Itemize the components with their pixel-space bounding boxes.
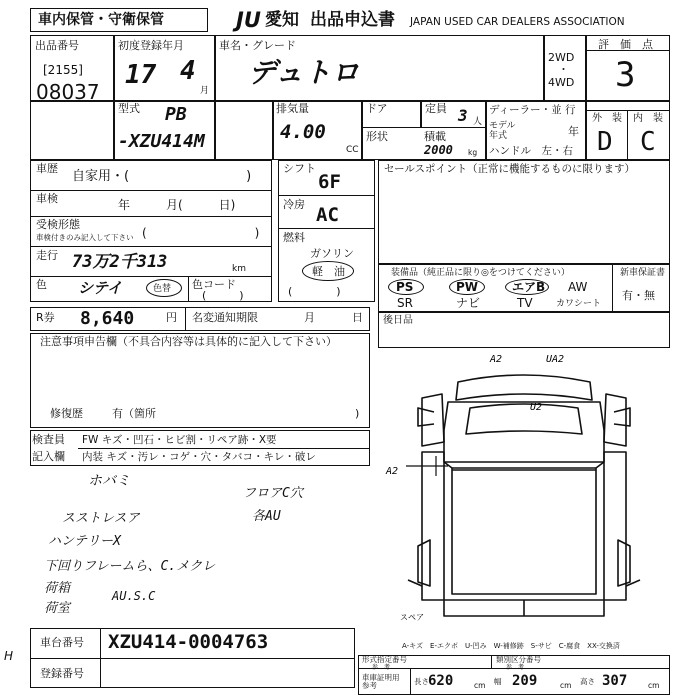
equip-aw: AW: [568, 280, 588, 294]
hand-note-8: AU.S.C: [112, 589, 156, 603]
equip-pw: PW: [456, 280, 479, 294]
equipment-title: 装備品（純正品に限り◎をつけてください）: [391, 268, 570, 278]
diagram-wheel-fr: [604, 394, 626, 446]
year-unit: 年: [568, 125, 579, 138]
width-unit: cm: [560, 681, 572, 690]
hand-note-7: 荷箱: [44, 581, 71, 596]
mark-u2-cab: U2: [530, 402, 543, 413]
diagram-cab: [444, 402, 604, 462]
year-type-label: 年式: [489, 131, 508, 141]
shift: 6F: [318, 171, 341, 193]
equip-airbag: エアB: [512, 280, 546, 294]
yen-unit: 円: [166, 311, 177, 324]
cc-unit: CC: [346, 145, 359, 155]
side-mark: H: [4, 649, 14, 663]
color-change: 色替: [153, 284, 172, 294]
model-prefix: PB: [165, 104, 187, 125]
after-item-box: [378, 312, 670, 348]
recycle-label: R券: [36, 311, 55, 324]
mark-ua2-front: UA2: [546, 354, 565, 365]
notice-deadline-label: 名変通知期限: [192, 311, 258, 324]
grade-label: 評 価 点: [598, 38, 653, 51]
hand-note-1: ホバミ: [88, 473, 130, 489]
lot-number-sub: [2155]: [43, 63, 83, 77]
handle-side: ハンドル 左・右: [489, 145, 573, 157]
length-value: 620: [428, 673, 454, 689]
inspector-label-2: 記入欄: [32, 450, 65, 463]
shape-label: 形状: [366, 130, 388, 143]
drive-separator: ・: [558, 63, 569, 76]
exterior-label: 外 装: [592, 113, 622, 124]
fuel-diesel: 軽 油: [312, 265, 345, 278]
kg-unit: kg: [468, 148, 478, 157]
inspector-line-1: FW キズ・凹石・ヒビ割・リペア跡・X要: [82, 434, 277, 446]
interior-label: 内 装: [633, 113, 663, 124]
drive-2wd: 2WD: [548, 51, 575, 64]
lot-number-label: 出品番号: [35, 39, 79, 52]
length-unit: cm: [474, 681, 486, 690]
height-value: 307: [602, 673, 628, 689]
color-code-label: 色コード: [192, 278, 236, 291]
hand-note-6: 下回りフレームら、C.メクレ: [44, 559, 216, 574]
after-item-label: 後日品: [383, 315, 413, 326]
inspection-form-label: 受検形態: [36, 218, 80, 231]
diagram-windshield: [466, 404, 582, 434]
color-code-paren: ( ): [202, 289, 244, 302]
spec-number-label: 形式指定番号: [362, 655, 407, 664]
class-reference-label: 参 考: [506, 664, 525, 671]
car-condition-diagram: [378, 350, 670, 650]
ac-label: 冷房: [283, 198, 305, 211]
sales-point-label: セールスポイント（正常に機能するものに限ります）: [384, 163, 636, 175]
height-label: 高さ: [580, 677, 595, 686]
mark-a2-front: A2: [490, 354, 503, 365]
equip-tv: TV: [517, 296, 533, 310]
registration-month: 4: [180, 56, 196, 86]
hand-note-2: フロアC穴: [243, 486, 303, 501]
org-name: 愛知: [265, 10, 299, 30]
capacity: 3: [458, 106, 468, 125]
history-value: 自家用・( ): [72, 169, 252, 184]
hand-note-9: 荷室: [44, 601, 71, 616]
class-number-label: 類別区分番号: [496, 655, 541, 664]
equip-sr: SR: [397, 296, 413, 310]
exterior-grade: D: [597, 127, 613, 157]
warranty-value: 有・無: [622, 289, 655, 302]
load-value: 2000: [424, 143, 453, 157]
diagram-front: [456, 375, 592, 400]
equip-ps: PS: [396, 280, 414, 294]
displacement-label: 排気量: [276, 102, 309, 115]
load-label: 積載: [424, 130, 446, 143]
width-value: 209: [512, 673, 538, 689]
color-label: 色: [36, 278, 47, 291]
shift-label: シフト: [283, 162, 316, 175]
month-unit: 月: [200, 86, 210, 96]
inspection-form-note: 車検付きのみ記入して下さい: [36, 233, 134, 242]
drive-4wd: 4WD: [548, 76, 575, 89]
repair-history-close: ): [355, 407, 360, 420]
height-unit: cm: [648, 681, 660, 690]
color-value: シテイ: [78, 279, 122, 297]
first-registration-label: 初度登録年月: [118, 39, 184, 52]
inspection-form-paren: ( ): [142, 226, 260, 240]
recycle-amount: 8,640: [80, 308, 135, 329]
registration-number-label: 登録番号: [40, 667, 84, 680]
lot-number: 08037: [36, 80, 100, 104]
notice-day: 日: [352, 311, 363, 324]
ac: AC: [316, 204, 339, 226]
chassis-label: 車台番号: [40, 636, 84, 649]
hand-note-4: 各AU: [252, 509, 281, 524]
spec-reference-label: 参 考: [372, 664, 391, 671]
diagram-bed: [452, 468, 596, 594]
dealer-parallel: ディーラー・並 行: [489, 104, 576, 116]
sales-point-box: [378, 160, 670, 264]
spare-label: スペア: [400, 613, 424, 622]
warranty-label: 新車保証書: [620, 268, 666, 278]
diagram-right-side: [604, 452, 626, 600]
repair-history-label: 修復歴: [50, 407, 83, 420]
hand-note-3: スストレスア: [62, 511, 140, 526]
storage-label: 車内保管・守衛保管: [38, 12, 164, 28]
garage-cert-label: 車庫証明用 参考: [362, 673, 400, 690]
diagram-wheel-fl: [422, 394, 444, 446]
car-name-label: 車名・グレード: [219, 39, 296, 52]
ju-logo: JU: [236, 8, 261, 32]
inspector-line-2: 内装 キズ・汚レ・コゲ・穴・タバコ・キレ・破レ: [82, 451, 316, 463]
model-year-label: モデル: [489, 121, 516, 131]
capacity-label: 定員: [425, 102, 447, 115]
damage-legend: A-キズ E-エクボ U-凹み W-補修跡 S-サビ C-腐食 XX-交換済: [402, 642, 620, 650]
diagram-wheel-rr: [618, 540, 630, 586]
fuel-paren: ( ): [288, 285, 341, 298]
diagram-wheel-rl: [418, 540, 430, 586]
registration-year: 17: [125, 60, 157, 90]
interior-grade: C: [640, 127, 656, 157]
displacement: 4.00: [280, 121, 326, 143]
model-label: 型式: [118, 102, 140, 115]
km-unit: km: [232, 264, 246, 274]
capacity-unit: 人: [473, 117, 483, 127]
hand-note-5: ハンテリーX: [48, 534, 121, 549]
notice-month: 月: [304, 311, 315, 324]
repair-history-value: 有（箇所: [112, 407, 156, 420]
fuel-label: 燃料: [283, 231, 305, 244]
inspector-label: 検査員: [32, 433, 65, 446]
chassis-number: XZU414-0004763: [108, 631, 269, 653]
door-label: ドア: [366, 102, 388, 115]
diagram-left-side: [422, 452, 444, 600]
form-title: 出品申込書: [310, 10, 395, 30]
model-code: -XZU414M: [118, 131, 205, 152]
inspection-value: 年 月( 日): [118, 198, 236, 212]
equip-navi: ナビ: [456, 296, 481, 310]
inspection-label: 車検: [36, 192, 58, 205]
association-name: JAPAN USED CAR DEALERS ASSOCIATION: [410, 16, 625, 28]
mileage-label: 走行: [36, 249, 58, 262]
fuel-gasoline: ガソリン: [310, 247, 354, 260]
car-name: デュトロ: [248, 56, 360, 89]
mileage: 73万2千313: [72, 252, 168, 272]
mark-a2-left: A2: [386, 466, 399, 477]
length-label: 長さ: [414, 677, 429, 686]
overall-grade: 3: [615, 55, 636, 95]
history-label: 車歴: [36, 162, 58, 175]
notes-title: 注意事項申告欄（不具合内容等は具体的に記入して下さい）: [40, 335, 337, 348]
equip-kawa-seat: カワシート: [556, 299, 602, 309]
width-label: 幅: [494, 677, 502, 686]
